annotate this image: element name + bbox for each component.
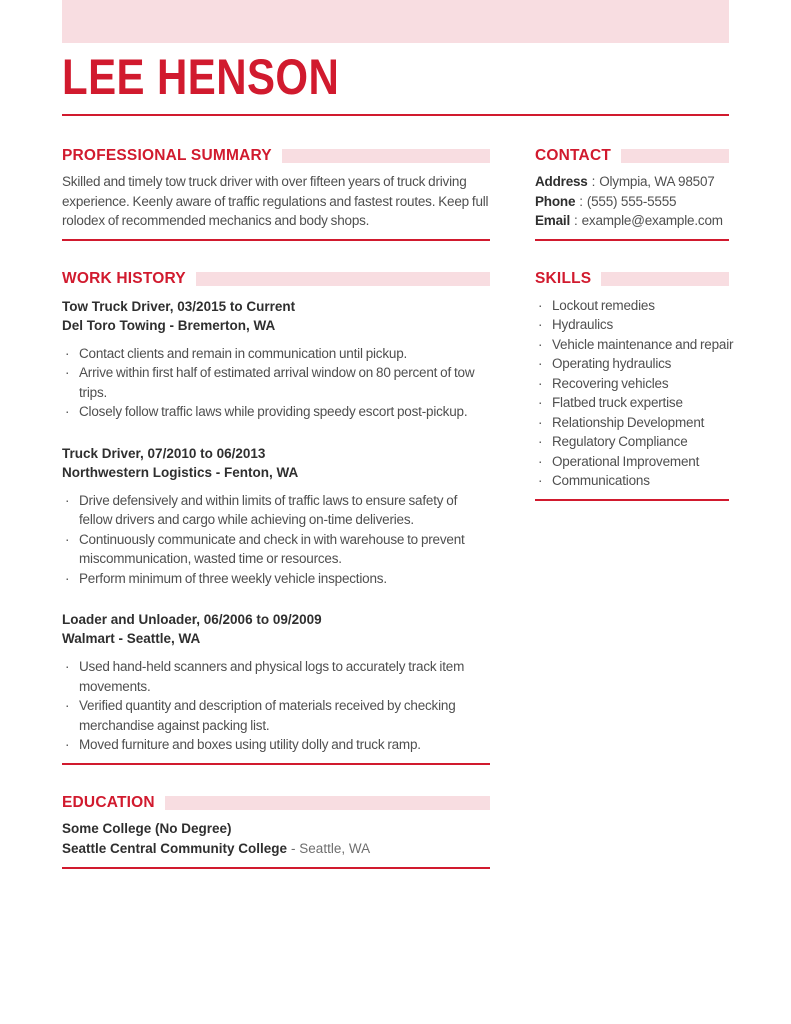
job-title-dates: Loader and Unloader, 06/2006 to 09/2009: [62, 612, 322, 627]
contact-heading-row: [535, 148, 729, 164]
skill-item: · Vehicle maintenance and repair: [535, 335, 729, 355]
education-heading-row: [62, 795, 490, 811]
contact-phone-line: [535, 192, 729, 212]
education-heading-bar: [165, 796, 490, 810]
skill-item: · Lockout remedies: [535, 296, 729, 316]
job-title-dates: Truck Driver, 07/2010 to 06/2013: [62, 445, 266, 461]
education-school: Seattle Central Community College: [62, 840, 288, 856]
section-professional-summary: [62, 148, 490, 241]
contact-email-line: [535, 211, 729, 231]
job-title-dates: Tow Truck Driver, 03/2015 to Current: [62, 298, 296, 314]
contact-separator: :: [574, 213, 578, 228]
skill-item: · Hydraulics: [535, 315, 729, 335]
job-entry-1: [62, 297, 490, 422]
skills-heading-row: [535, 271, 729, 287]
contact-separator: :: [579, 193, 583, 209]
contact-heading-bar: [621, 149, 729, 163]
right-column: [535, 147, 734, 869]
section-work-history: [62, 271, 490, 765]
job-employer-location: Walmart - Seattle, WA: [62, 631, 201, 646]
skills-heading: SKILLS: [535, 269, 592, 287]
bullet-item: · Arrive within first half of estimated arrival window on 80 percent of tow trips.: [62, 363, 490, 402]
job-bullet-list: [62, 491, 490, 589]
summary-text: Skilled and timely tow truck driver with over fifteen years of truck driving experience. Keenly aware of traffic regulations and fastest routes. Keep full rolodex of recommended mechanics and body shops.: [62, 174, 489, 228]
skill-item: · Flatbed truck expertise: [535, 393, 729, 413]
job-employer-location: Northwestern Logistics - Fenton, WA: [62, 464, 299, 480]
job-entry-2: [62, 444, 490, 589]
resume-body: [62, 147, 734, 869]
bullet-item: · Closely follow traffic laws while providing speedy escort post-pickup.: [62, 402, 490, 422]
skill-item: · Relationship Development: [535, 413, 729, 433]
education-heading: EDUCATION: [62, 793, 155, 811]
header-banner: [62, 0, 729, 43]
education-degree: Some College (No Degree): [62, 820, 232, 836]
bullet-item: · Used hand-held scanners and physical logs to accurately track item movements.: [62, 657, 490, 696]
bullet-item: · Moved furniture and boxes using utility dolly and truck ramp.: [62, 735, 490, 755]
bullet-item: · Continuously communicate and check in with warehouse to prevent miscommunication, wasted time or resources.: [62, 530, 490, 569]
job-employer-location: Del Toro Towing - Bremerton, WA: [62, 317, 276, 333]
header-divider: [62, 114, 729, 116]
contact-phone-value: (555) 555-5555: [586, 193, 677, 209]
bullet-item: · Perform minimum of three weekly vehicle inspections.: [62, 569, 490, 589]
bullet-item: · Drive defensively and within limits of traffic laws to ensure safety of fellow drivers and cargo while achieving on-time deliveries.: [62, 491, 490, 530]
skill-item: · Regulatory Compliance: [535, 432, 729, 452]
section-skills: [535, 269, 734, 501]
section-contact: [535, 148, 729, 241]
contact-heading: CONTACT: [535, 147, 612, 164]
education-location: - Seattle, WA: [291, 840, 371, 856]
contact-email-label: Email: [535, 213, 571, 228]
skills-list: [535, 296, 734, 491]
work-history-heading: WORK HISTORY: [62, 269, 186, 287]
contact-address-line: [535, 172, 729, 192]
work-history-heading-bar: [196, 272, 490, 286]
job-bullet-list: [62, 344, 490, 422]
bullet-item: · Verified quantity and description of materials received by checking merchandise against packing list.: [62, 696, 490, 735]
summary-heading: PROFESSIONAL SUMMARY: [62, 147, 272, 164]
bullet-item: · Contact clients and remain in communication until pickup.: [62, 344, 490, 364]
job-entry-3: [62, 610, 490, 755]
job-bullet-list: [62, 657, 490, 755]
section-education: [62, 795, 490, 869]
summary-heading-bar: [282, 149, 490, 163]
contact-separator: :: [591, 174, 596, 189]
skill-item: · Communications: [535, 471, 729, 491]
contact-phone-label: Phone: [535, 193, 576, 209]
skill-item: · Operational Improvement: [535, 452, 729, 472]
contact-email-value: example@example.com: [581, 213, 723, 228]
work-history-heading-row: [62, 271, 490, 287]
contact-address-value: Olympia, WA 98507: [599, 174, 715, 189]
skills-heading-bar: [601, 272, 729, 286]
contact-address-label: Address: [535, 174, 588, 189]
left-column: [62, 148, 490, 869]
skill-item: · Operating hydraulics: [535, 354, 729, 374]
skill-item: · Recovering vehicles: [535, 374, 729, 394]
candidate-name: LEE HENSON: [62, 49, 340, 105]
education-school-line: [62, 839, 490, 859]
summary-heading-row: [62, 148, 490, 164]
